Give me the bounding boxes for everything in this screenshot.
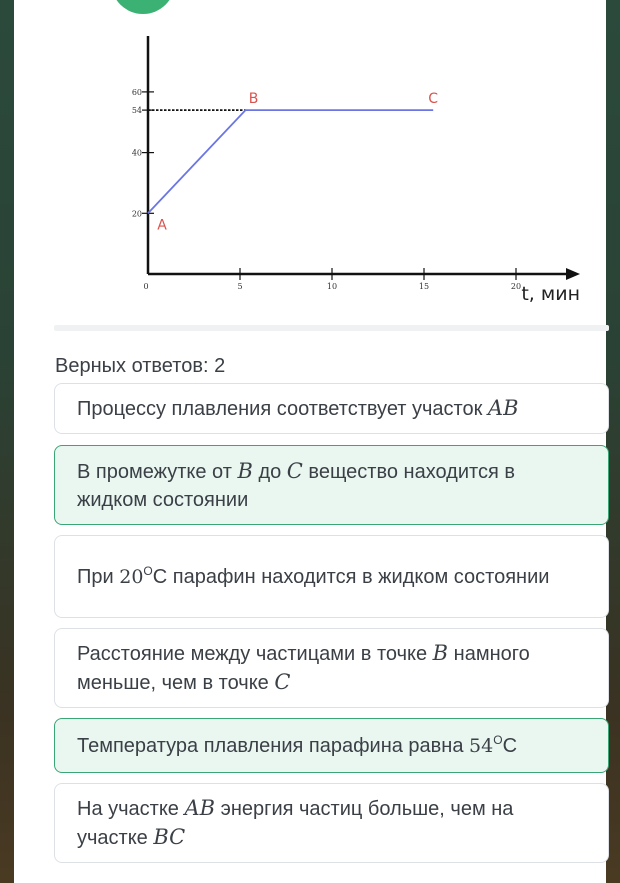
math-symbol: AB bbox=[184, 796, 216, 820]
series-line-temperature bbox=[148, 110, 433, 213]
option-text-part: C парафин находится в жидком состоянии bbox=[152, 565, 550, 588]
option-text-part: до bbox=[252, 460, 287, 483]
y-tick-label: 20 bbox=[131, 209, 142, 219]
option-text-part: В промежутке от bbox=[77, 460, 238, 483]
math-symbol: B bbox=[432, 641, 449, 665]
option-text-part: На участке bbox=[77, 798, 185, 820]
option-text-part: C bbox=[502, 734, 518, 757]
option-text bbox=[77, 639, 588, 697]
math-symbol: B bbox=[237, 458, 253, 483]
point-label-B: B bbox=[248, 91, 259, 108]
x-tick-label: 10 bbox=[326, 282, 338, 291]
option-text-part: При bbox=[77, 565, 120, 588]
x-tick-label: 15 bbox=[418, 282, 430, 291]
y-tick-label: 54 bbox=[131, 106, 142, 116]
divider bbox=[54, 325, 609, 331]
x-tick-label: 20 bbox=[510, 282, 522, 291]
x-tick-label: 5 bbox=[237, 282, 243, 291]
point-label-A: A bbox=[157, 217, 167, 234]
option-text-part: намного меньше, чем в точке bbox=[77, 643, 530, 694]
option-text-part: вещество находится в жидком состоянии bbox=[77, 460, 515, 511]
option-6[interactable] bbox=[54, 783, 609, 863]
option-text-part: Температура плавления парафина равна bbox=[77, 734, 470, 757]
option-text-part: Расстояние между частицами в точке bbox=[77, 643, 433, 665]
option-text bbox=[77, 732, 517, 760]
math-number: 20 bbox=[119, 565, 144, 588]
x-axis-arrow bbox=[566, 268, 580, 280]
y-tick-label: 60 bbox=[131, 87, 142, 97]
option-5[interactable] bbox=[54, 718, 609, 773]
x-tick-label: 0 bbox=[143, 282, 149, 291]
degree-superscript: O bbox=[143, 563, 153, 578]
math-symbol: BC bbox=[153, 825, 186, 849]
option-3[interactable] bbox=[54, 535, 609, 618]
point-label-C: C bbox=[428, 91, 439, 108]
option-text bbox=[77, 394, 519, 423]
option-text bbox=[77, 794, 588, 852]
y-tick-label: 40 bbox=[131, 148, 142, 158]
chart bbox=[14, 0, 606, 330]
option-text bbox=[77, 563, 549, 591]
math-symbol: AB bbox=[487, 396, 519, 420]
math-symbol: C bbox=[274, 670, 291, 694]
degree-superscript: O bbox=[493, 732, 503, 747]
option-text-part: Процессу плавления соответствует участок bbox=[77, 398, 488, 420]
option-text-part: энергия частиц больше, чем на участке bbox=[77, 798, 514, 849]
option-2[interactable] bbox=[54, 445, 609, 525]
option-text bbox=[77, 457, 588, 514]
option-1[interactable] bbox=[54, 383, 609, 434]
question-card bbox=[14, 0, 606, 883]
x-axis-label: t, мин bbox=[521, 283, 580, 305]
math-number: 54 bbox=[469, 734, 494, 757]
option-4[interactable] bbox=[54, 628, 609, 708]
answers-count: Верных ответов: 2 bbox=[55, 355, 226, 377]
math-symbol: C bbox=[286, 458, 303, 483]
